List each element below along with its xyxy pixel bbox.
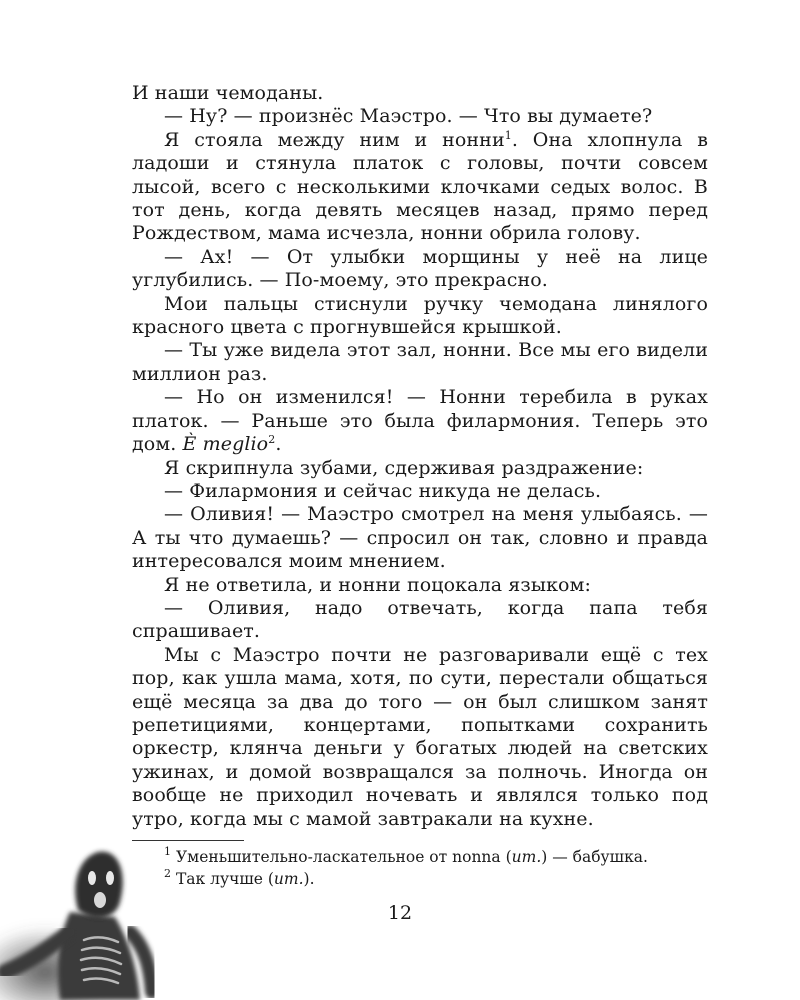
paragraph: Я скрипнула зубами, сдерживая раздражение: [164,456,644,479]
footnote-ref: 2 [268,433,276,447]
paragraph: Я не ответила, и нонни поцокала языком: [164,573,591,596]
paragraph: — Оливия, надо отвечать, когда папа тебя спрашивает. [132,596,708,643]
footnote-abbr: ит. [273,870,304,888]
footnote-mark: 1 [164,845,171,858]
main-text [132,82,708,831]
footnote-abbr: ит. [511,848,542,866]
paragraph: — Ах! — От улыбки морщины у неё на лице углубились. — По-моему, это прекрасно. [132,245,708,292]
paragraph: — Оливия! — Маэстро смотрел на меня улыбаясь. — А ты что думаешь? — спросил он так, словно и правда интересовался моим мнением. [132,503,708,573]
paragraph: Мои пальцы стиснули ручку чемодана линялого красного цвета с прогнувшейся крышкой. [132,292,708,339]
paragraph: И наши чемоданы. [132,82,324,104]
page-number: 12 [387,902,413,924]
italian-phrase: È meglio [182,433,269,456]
paragraph: — Но он изменился! — Нонни теребила в руках платок. — Раньше это была филармония. Теперь это дом. È meglio$^2$. [132,386,708,456]
paragraph: — Ты уже видела этот зал, нонни. Все мы его видели миллион раз. [132,339,708,385]
footnote: $^2$ Так лучше (ит.). [164,867,315,888]
footnotes [132,846,712,890]
footnote-mark: 2 [164,867,171,880]
footnote-divider [132,840,244,841]
footnote: $^1$ Уменьшительно-ласкательное от nonna (ит.) — бабушка. [164,845,648,866]
paragraph: — Филармония и сейчас никуда не делась. [164,479,602,502]
footnote-ref: 1 [504,128,512,142]
paragraph: — Ну? — произнёс Маэстро. — Что вы думаете? [164,105,653,128]
paragraph: Мы с Маэстро почти не разговаривали ещё с тех пор, как ушла мама, хотя, по сути, перестали общаться ещё месяца за два до того — он был слишком занят репетициями, концертами, попытками сохранить оркестр, клянча деньги у богатых людей на светских ужинах, и домой возвращался за полночь. Иногда он вообще не приходил ночевать и являлся только под утро, когда мы с мамой завтракали на кухне. [132,643,708,830]
paragraph: Я стояла между ним и нонни$^1$. Она хлопнула в ладоши и стянула платок с головы, почти совсем лысой, всего с несколькими клочками седых волос. В тот день, когда девять месяцев назад, прямо перед Рождеством, мама исчезла, нонни обрила голову. [132,128,708,245]
